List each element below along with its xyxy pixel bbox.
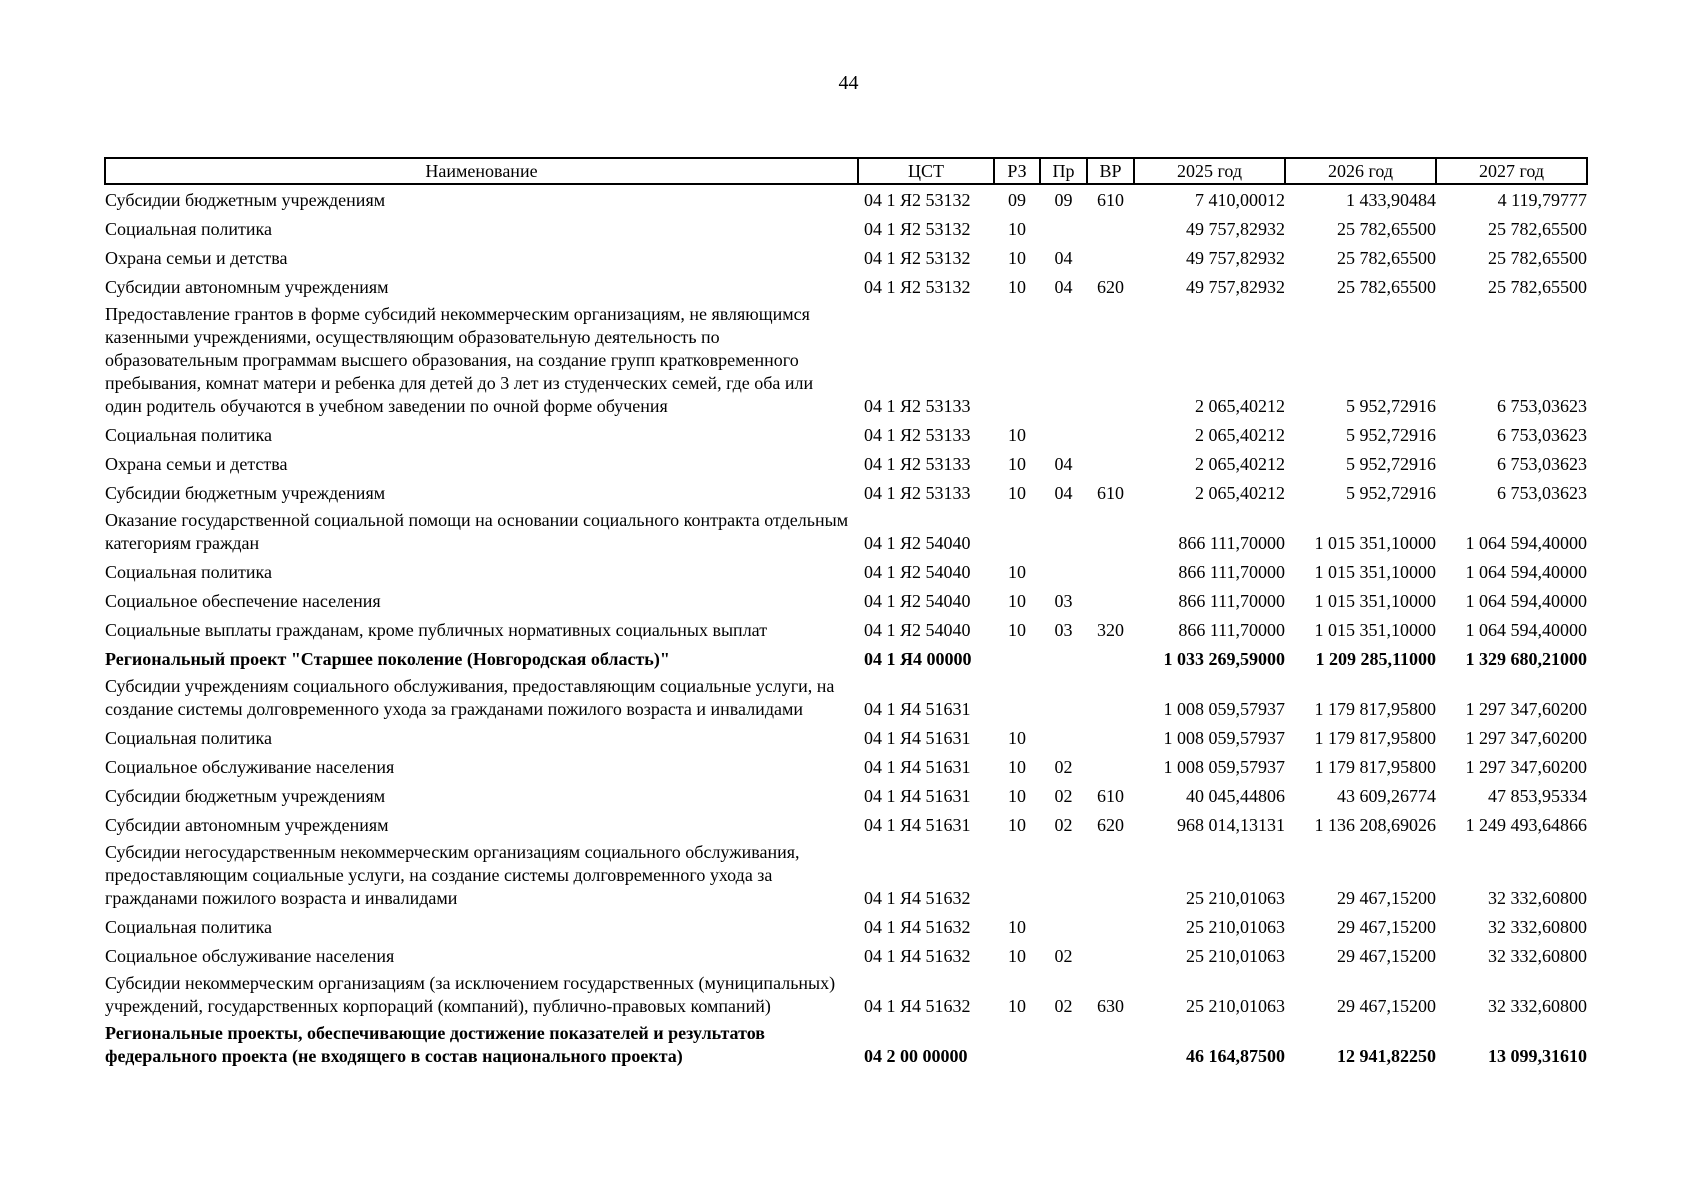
header-row <box>105 158 1587 184</box>
cell-cst: 04 1 Я4 51631 <box>864 699 971 719</box>
cell-vr <box>1087 507 1134 557</box>
cell-cst: 04 1 Я2 53133 <box>864 396 971 416</box>
cell-2027: 25 782,65500 <box>1488 248 1587 268</box>
table-row <box>105 839 1587 912</box>
cell-2027: 13 099,31610 <box>1488 1046 1587 1066</box>
cell-2026: 43 609,26774 <box>1337 786 1436 806</box>
header-vr: ВР <box>1087 158 1134 184</box>
cell-name: Социальная политика <box>105 219 272 239</box>
header-cst: ЦСТ <box>858 158 994 184</box>
cell-2026: 29 467,15200 <box>1337 946 1436 966</box>
cell-2025: 7 410,00012 <box>1195 190 1285 210</box>
cell-cst: 04 1 Я4 51632 <box>864 946 971 966</box>
cell-2025: 1 008 059,57937 <box>1163 757 1285 777</box>
cell-2026: 1 433,90484 <box>1346 190 1436 210</box>
table-row <box>105 781 1587 810</box>
cell-vr <box>1087 723 1134 752</box>
cell-cst: 04 1 Я4 51631 <box>864 757 971 777</box>
cell-2027: 1 329 680,21000 <box>1465 649 1587 669</box>
cell-vr: 630 <box>1097 996 1124 1016</box>
cell-name: Региональный проект "Старшее поколение (Новгородская область)" <box>105 649 670 669</box>
cell-cst: 04 1 Я4 00000 <box>864 649 972 669</box>
cell-name: Социальные выплаты гражданам, кроме публичных нормативных социальных выплат <box>105 620 768 640</box>
table-row <box>105 184 1587 214</box>
cell-cst: 04 1 Я4 51632 <box>864 917 971 937</box>
cell-2025: 25 210,01063 <box>1186 996 1285 1016</box>
cell-vr <box>1087 586 1134 615</box>
cell-2026: 29 467,15200 <box>1337 917 1436 937</box>
cell-rz: 10 <box>1008 946 1026 966</box>
table-row <box>105 673 1587 723</box>
cell-2025: 2 065,40212 <box>1195 454 1285 474</box>
cell-name: Субсидии некоммерческим организациям (за исключением государственных (муниципальных) учреждений, государственных корпораций (компаний), публично-правовых компаний) <box>105 973 836 1016</box>
cell-rz: 10 <box>1008 591 1026 611</box>
cell-2025: 49 757,82932 <box>1186 277 1285 297</box>
cell-name: Охрана семьи и детства <box>105 248 288 268</box>
cell-cst: 04 1 Я2 54040 <box>864 591 971 611</box>
cell-2027: 25 782,65500 <box>1488 219 1587 239</box>
cell-pr: 03 <box>1054 620 1073 640</box>
cell-pr <box>1040 214 1087 243</box>
cell-2027: 4 119,79777 <box>1497 190 1587 210</box>
cell-2027: 1 064 594,40000 <box>1465 620 1587 640</box>
cell-cst: 04 1 Я2 53132 <box>864 277 971 297</box>
cell-2026: 1 179 817,95800 <box>1314 757 1436 777</box>
cell-name: Субсидии автономным учреждениям <box>105 277 389 297</box>
cell-name: Субсидии учреждениям социального обслуживания, предоставляющим социальные услуги, на создание системы долговременного ухода за гражданами пожилого возраста и инвалидами <box>105 676 835 719</box>
cell-cst: 04 1 Я4 51632 <box>864 996 971 1016</box>
cell-pr: 02 <box>1054 757 1073 777</box>
cell-2025: 1 033 269,59000 <box>1163 649 1285 669</box>
cell-vr: 320 <box>1097 620 1124 640</box>
cell-pr: 03 <box>1054 591 1073 611</box>
cell-2027: 47 853,95334 <box>1488 786 1587 806</box>
cell-rz: 10 <box>1008 277 1026 297</box>
cell-pr: 04 <box>1054 483 1073 503</box>
cell-pr: 09 <box>1054 190 1073 210</box>
cell-vr <box>1087 557 1134 586</box>
cell-2025: 2 065,40212 <box>1195 483 1285 503</box>
table-row <box>105 723 1587 752</box>
cell-vr <box>1087 420 1134 449</box>
cell-cst: 04 1 Я2 53133 <box>864 483 971 503</box>
cell-cst: 04 1 Я2 54040 <box>864 533 971 553</box>
table-body <box>105 184 1587 1070</box>
cell-2027: 6 753,03623 <box>1497 425 1587 445</box>
cell-rz <box>994 1020 1040 1070</box>
table-row <box>105 214 1587 243</box>
cell-cst: 04 2 00 00000 <box>864 1046 968 1066</box>
cell-2026: 5 952,72916 <box>1346 425 1436 445</box>
table-row <box>105 644 1587 673</box>
cell-2025: 2 065,40212 <box>1195 425 1285 445</box>
cell-pr <box>1040 557 1087 586</box>
cell-pr: 04 <box>1054 454 1073 474</box>
cell-name: Социальное обеспечение населения <box>105 591 381 611</box>
cell-2027: 32 332,60800 <box>1488 946 1587 966</box>
cell-pr: 02 <box>1054 815 1073 835</box>
cell-2027: 1 064 594,40000 <box>1465 591 1587 611</box>
cell-rz: 10 <box>1008 483 1026 503</box>
cell-rz: 10 <box>1008 757 1026 777</box>
cell-pr: 04 <box>1054 248 1073 268</box>
table-row <box>105 557 1587 586</box>
cell-2027: 25 782,65500 <box>1488 277 1587 297</box>
header-pr: Пр <box>1040 158 1087 184</box>
header-2027: 2027 год <box>1436 158 1587 184</box>
cell-pr <box>1040 673 1087 723</box>
cell-vr <box>1087 941 1134 970</box>
cell-vr <box>1087 214 1134 243</box>
cell-2027: 32 332,60800 <box>1488 917 1587 937</box>
cell-pr <box>1040 301 1087 420</box>
cell-2027: 1 297 347,60200 <box>1465 757 1587 777</box>
cell-2025: 2 065,40212 <box>1195 396 1285 416</box>
cell-2027: 6 753,03623 <box>1497 454 1587 474</box>
cell-pr <box>1040 839 1087 912</box>
table-row <box>105 272 1587 301</box>
cell-2027: 32 332,60800 <box>1488 996 1587 1016</box>
cell-cst: 04 1 Я2 53133 <box>864 454 971 474</box>
cell-2026: 25 782,65500 <box>1337 248 1436 268</box>
cell-pr: 02 <box>1054 996 1073 1016</box>
table-row <box>105 420 1587 449</box>
cell-rz: 10 <box>1008 917 1026 937</box>
cell-2025: 866 111,70000 <box>1178 533 1285 553</box>
cell-pr <box>1040 644 1087 673</box>
table-row <box>105 449 1587 478</box>
cell-name: Социальная политика <box>105 425 272 445</box>
cell-2026: 1 179 817,95800 <box>1314 728 1436 748</box>
table-row <box>105 912 1587 941</box>
cell-name: Социальная политика <box>105 728 272 748</box>
cell-vr <box>1087 243 1134 272</box>
cell-vr: 620 <box>1097 277 1124 297</box>
cell-cst: 04 1 Я4 51631 <box>864 815 971 835</box>
cell-pr <box>1040 507 1087 557</box>
budget-table <box>104 157 1588 1070</box>
cell-2027: 1 249 493,64866 <box>1465 815 1587 835</box>
cell-2025: 46 164,87500 <box>1186 1046 1285 1066</box>
cell-cst: 04 1 Я2 54040 <box>864 620 971 640</box>
table-row <box>105 941 1587 970</box>
cell-cst: 04 1 Я4 51631 <box>864 728 971 748</box>
cell-pr <box>1040 723 1087 752</box>
cell-2025: 866 111,70000 <box>1178 562 1285 582</box>
cell-2026: 1 015 351,10000 <box>1314 591 1436 611</box>
cell-2026: 5 952,72916 <box>1346 454 1436 474</box>
cell-name: Региональные проекты, обеспечивающие достижение показателей и результатов федерального проекта (не входящего в состав национального проекта) <box>105 1023 765 1066</box>
cell-2026: 1 179 817,95800 <box>1314 699 1436 719</box>
cell-2026: 12 941,82250 <box>1337 1046 1436 1066</box>
cell-2026: 1 015 351,10000 <box>1314 533 1436 553</box>
table-row <box>105 301 1587 420</box>
cell-2025: 866 111,70000 <box>1178 620 1285 640</box>
cell-2026: 25 782,65500 <box>1337 277 1436 297</box>
cell-rz <box>994 673 1040 723</box>
cell-rz: 10 <box>1008 996 1026 1016</box>
cell-name: Социальное обслуживание населения <box>105 946 395 966</box>
cell-vr: 610 <box>1097 483 1124 503</box>
cell-2026: 5 952,72916 <box>1346 483 1436 503</box>
cell-2025: 40 045,44806 <box>1186 786 1285 806</box>
table-row <box>105 810 1587 839</box>
cell-vr <box>1087 673 1134 723</box>
cell-2027: 1 064 594,40000 <box>1465 533 1587 553</box>
cell-2027: 32 332,60800 <box>1488 888 1587 908</box>
cell-rz: 09 <box>1008 190 1026 210</box>
cell-2025: 25 210,01063 <box>1186 888 1285 908</box>
cell-cst: 04 1 Я2 53133 <box>864 425 971 445</box>
cell-2025: 49 757,82932 <box>1186 219 1285 239</box>
table-row <box>105 752 1587 781</box>
cell-vr: 610 <box>1097 786 1124 806</box>
table-row <box>105 970 1587 1020</box>
cell-2026: 1 136 208,69026 <box>1314 815 1436 835</box>
cell-2026: 1 015 351,10000 <box>1314 620 1436 640</box>
table-row <box>105 507 1587 557</box>
cell-cst: 04 1 Я4 51631 <box>864 786 971 806</box>
table-row <box>105 586 1587 615</box>
cell-cst: 04 1 Я2 53132 <box>864 248 971 268</box>
cell-vr <box>1087 912 1134 941</box>
table-row <box>105 1020 1587 1070</box>
cell-2027: 1 297 347,60200 <box>1465 728 1587 748</box>
cell-2026: 25 782,65500 <box>1337 219 1436 239</box>
cell-name: Оказание государственной социальной помощи на основании социального контракта отдельным категориям граждан <box>105 510 849 553</box>
cell-2025: 49 757,82932 <box>1186 248 1285 268</box>
cell-vr <box>1087 839 1134 912</box>
header-2025: 2025 год <box>1134 158 1285 184</box>
cell-vr <box>1087 1020 1134 1070</box>
cell-rz <box>994 839 1040 912</box>
cell-rz: 10 <box>1008 454 1026 474</box>
header-2026: 2026 год <box>1285 158 1436 184</box>
cell-name: Социальное обслуживание населения <box>105 757 395 777</box>
cell-rz <box>994 301 1040 420</box>
table-row <box>105 243 1587 272</box>
cell-2027: 6 753,03623 <box>1497 396 1587 416</box>
cell-cst: 04 1 Я2 53132 <box>864 190 971 210</box>
cell-2025: 1 008 059,57937 <box>1163 699 1285 719</box>
cell-2025: 25 210,01063 <box>1186 946 1285 966</box>
page-number: 44 <box>838 72 859 94</box>
cell-vr: 620 <box>1097 815 1124 835</box>
cell-2027: 6 753,03623 <box>1497 483 1587 503</box>
cell-rz: 10 <box>1008 728 1026 748</box>
cell-2027: 1 064 594,40000 <box>1465 562 1587 582</box>
cell-vr <box>1087 449 1134 478</box>
cell-2025: 968 014,13131 <box>1177 815 1285 835</box>
cell-name: Субсидии бюджетным учреждениям <box>105 190 386 210</box>
cell-pr <box>1040 912 1087 941</box>
cell-pr: 02 <box>1054 946 1073 966</box>
header-name: Наименование <box>105 158 858 184</box>
cell-rz: 10 <box>1008 786 1026 806</box>
cell-name: Субсидии негосударственным некоммерческим организациям социального обслуживания, предоставляющим социальные услуги, на создание системы долговременного ухода за гражданами пожилого возраста и инвалидами <box>105 842 800 908</box>
cell-rz: 10 <box>1008 248 1026 268</box>
cell-2026: 1 209 285,11000 <box>1315 649 1436 669</box>
cell-2025: 866 111,70000 <box>1178 591 1285 611</box>
cell-name: Социальная политика <box>105 562 272 582</box>
cell-vr <box>1087 301 1134 420</box>
cell-name: Охрана семьи и детства <box>105 454 288 474</box>
table-row <box>105 615 1587 644</box>
cell-rz: 10 <box>1008 815 1026 835</box>
table-header <box>105 158 1587 184</box>
cell-name: Субсидии бюджетным учреждениям <box>105 786 386 806</box>
cell-rz: 10 <box>1008 562 1026 582</box>
cell-rz: 10 <box>1008 425 1026 445</box>
cell-cst: 04 1 Я2 53132 <box>864 219 971 239</box>
cell-pr: 02 <box>1054 786 1073 806</box>
cell-pr <box>1040 420 1087 449</box>
cell-2026: 29 467,15200 <box>1337 888 1436 908</box>
cell-vr: 610 <box>1097 190 1124 210</box>
cell-rz: 10 <box>1008 219 1026 239</box>
cell-cst: 04 1 Я2 54040 <box>864 562 971 582</box>
cell-rz <box>994 507 1040 557</box>
cell-2026: 1 015 351,10000 <box>1314 562 1436 582</box>
header-rz: РЗ <box>994 158 1040 184</box>
cell-vr <box>1087 752 1134 781</box>
cell-pr: 04 <box>1054 277 1073 297</box>
table-row <box>105 478 1587 507</box>
cell-2026: 5 952,72916 <box>1346 396 1436 416</box>
cell-rz <box>994 644 1040 673</box>
cell-2025: 25 210,01063 <box>1186 917 1285 937</box>
cell-name: Субсидии бюджетным учреждениям <box>105 483 386 503</box>
cell-pr <box>1040 1020 1087 1070</box>
cell-2025: 1 008 059,57937 <box>1163 728 1285 748</box>
cell-name: Социальная политика <box>105 917 272 937</box>
cell-2026: 29 467,15200 <box>1337 996 1436 1016</box>
cell-name: Субсидии автономным учреждениям <box>105 815 389 835</box>
cell-2027: 1 297 347,60200 <box>1465 699 1587 719</box>
cell-rz: 10 <box>1008 620 1026 640</box>
cell-name: Предоставление грантов в форме субсидий некоммерческим организациям, не являющимся казенными учреждениями, осуществляющим образовательную деятельность по образовательным программам высшего образования, на создание групп кратковременного пребывания, комнат матери и ребенка для детей до 3 лет из студенческих семей, где оба или один родитель обучаются в учебном заведении по очной форме обучения <box>105 304 814 416</box>
cell-cst: 04 1 Я4 51632 <box>864 888 971 908</box>
cell-vr <box>1087 644 1134 673</box>
